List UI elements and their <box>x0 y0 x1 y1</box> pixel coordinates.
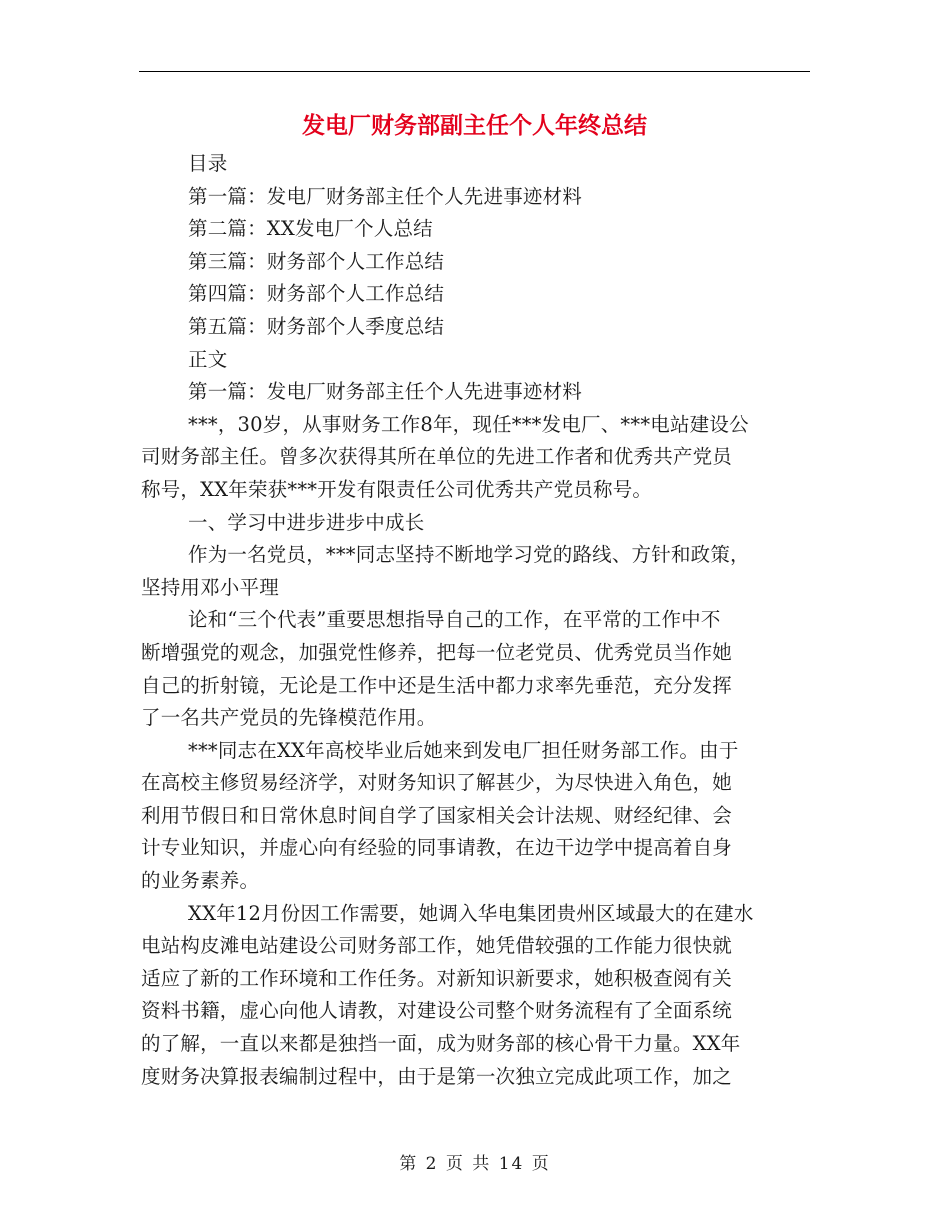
text-line: 目录 <box>188 152 228 175</box>
text-line: 自己的折射镜，无论是工作中还是生活中都力求率先垂范，充分发挥 <box>141 673 733 697</box>
text-line: 的业务素养。 <box>141 869 260 893</box>
text-line: 第五篇：财务部个人季度总结 <box>188 314 445 338</box>
text-line: 的了解，一直以来都是独挡一面，成为财务部的核心骨干力量。XX年 <box>141 1032 741 1056</box>
text-line: 坚持用邓小平理 <box>141 575 279 599</box>
text-line: 司财务部主任。曾多次获得其所在单位的先进工作者和优秀共产党员 <box>141 445 733 469</box>
text-line: 了一名共产党员的先锋模范作用。 <box>141 706 437 730</box>
text-line: 正文 <box>188 347 228 371</box>
text-line: 资料书籍，虚心向他人请教，对建设公司整个财务流程有了全面系统 <box>141 999 733 1023</box>
text-line: 称号，XX年荣获***开发有限责任公司优秀共产党员称号。 <box>141 477 653 501</box>
footer-current-page: 2 <box>425 1154 439 1174</box>
text-line: 作为一名党员，***同志坚持不断地学习党的路线、方针和政策， <box>188 543 750 567</box>
footer-prefix: 第 <box>399 1154 419 1174</box>
text-line: 论和“三个代表”重要思想指导自己的工作，在平常的工作中不 <box>188 608 721 632</box>
text-line: 第二篇：XX发电厂个人总结 <box>188 217 433 241</box>
footer-middle: 页 共 <box>445 1154 492 1174</box>
text-line: 断增强党的观念，加强党性修养，把每一位老党员、优秀党员当作她 <box>141 640 733 664</box>
text-line: 适应了新的工作环境和工作任务。对新知识新要求，她积极查阅有关 <box>141 966 733 990</box>
text-line: ***同志在XX年高校毕业后她来到发电厂担任财务部工作。由于 <box>188 738 739 762</box>
text-line: 第三篇：财务部个人工作总结 <box>188 249 445 273</box>
text-line: 一、学习中进步进步中成长 <box>188 510 425 534</box>
page-footer <box>0 1152 950 1176</box>
text-line: ***，30岁，从事财务工作8年，现任***发电厂、***电站建设公 <box>188 412 749 436</box>
text-line: 第四篇：财务部个人工作总结 <box>188 282 445 306</box>
text-line: 计专业知识，并虚心向有经验的同事请教，在边干边学中提高着自身 <box>141 836 733 860</box>
text-line: 电站构皮滩电站建设公司财务部工作，她凭借较强的工作能力很快就 <box>141 934 733 958</box>
text-line: 第一篇：发电厂财务部主任个人先进事迹材料 <box>188 184 583 208</box>
header-rule <box>139 71 810 72</box>
text-line: 度财务决算报表编制过程中，由于是第一次独立完成此项工作，加之 <box>141 1064 733 1088</box>
document-body <box>141 148 810 1093</box>
footer-total-pages: 14 <box>498 1154 525 1174</box>
text-line: 利用节假日和日常休息时间自学了国家相关会计法规、财经纪律、会 <box>141 803 733 827</box>
text-line: XX年12月份因工作需要，她调入华电集团贵州区域最大的在建水 <box>188 901 754 925</box>
text-line: 在高校主修贸易经济学，对财务知识了解甚少，为尽快进入角色，她 <box>141 771 733 795</box>
footer-suffix: 页 <box>531 1154 551 1174</box>
text-line: 第一篇：发电厂财务部主任个人先进事迹材料 <box>188 380 583 404</box>
document-title: 发电厂财务部副主任个人年终总结 <box>302 113 647 139</box>
